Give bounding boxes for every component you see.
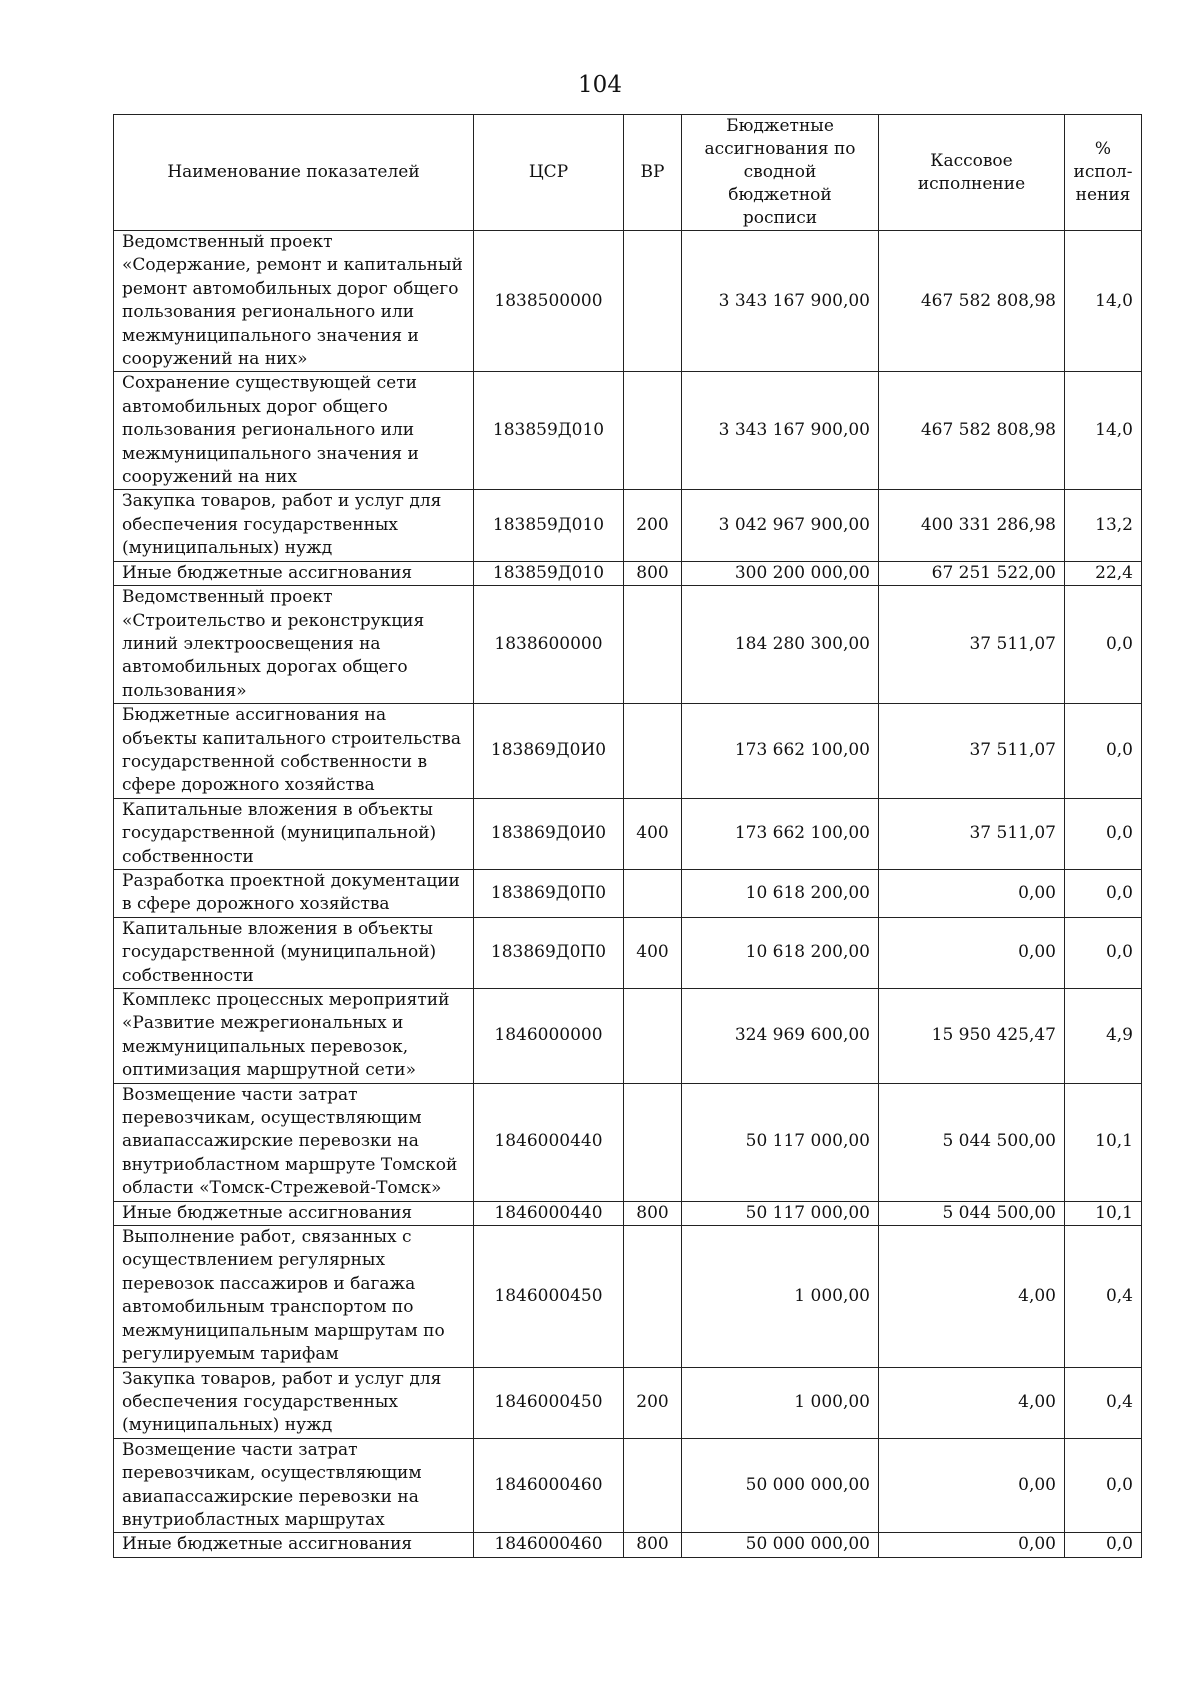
header-vr: ВР — [624, 115, 682, 231]
cell-csr: 1846000450 — [474, 1367, 624, 1438]
table-row — [114, 1083, 1142, 1201]
cell-csr: 1846000450 — [474, 1226, 624, 1367]
cell-exec: 4,00 — [879, 1226, 1065, 1367]
cell-exec: 467 582 808,98 — [879, 231, 1065, 372]
table-row — [114, 917, 1142, 988]
table-row — [114, 490, 1142, 561]
table-body — [114, 231, 1142, 1558]
cell-alloc: 3 042 967 900,00 — [682, 490, 879, 561]
cell-vr: 800 — [624, 561, 682, 585]
cell-csr: 183859Д010 — [474, 490, 624, 561]
cell-pct: 0,4 — [1065, 1226, 1142, 1367]
cell-exec: 467 582 808,98 — [879, 372, 1065, 490]
header-alloc: Бюджетные ассигнования по сводной бюджетной росписи — [682, 115, 879, 231]
cell-name: Закупка товаров, работ и услуг для обеспечения государственных (муниципальных) нужд — [114, 1367, 474, 1438]
cell-vr — [624, 989, 682, 1084]
cell-vr — [624, 704, 682, 799]
cell-vr — [624, 372, 682, 490]
cell-alloc: 173 662 100,00 — [682, 704, 879, 799]
table-header-row — [114, 115, 1142, 231]
cell-csr: 1838500000 — [474, 231, 624, 372]
cell-alloc: 50 000 000,00 — [682, 1533, 879, 1557]
cell-alloc: 324 969 600,00 — [682, 989, 879, 1084]
table-row — [114, 231, 1142, 372]
table-row — [114, 586, 1142, 704]
cell-csr: 1838600000 — [474, 586, 624, 704]
cell-vr — [624, 231, 682, 372]
cell-name: Возмещение части затрат перевозчикам, осуществляющим авиапассажирские перевозки на внутриобластном маршруте Томской области «Томск-Стрежевой-Томск» — [114, 1083, 474, 1201]
table-row — [114, 989, 1142, 1084]
cell-vr: 800 — [624, 1201, 682, 1225]
cell-vr: 800 — [624, 1533, 682, 1557]
cell-exec: 37 511,07 — [879, 704, 1065, 799]
cell-exec: 5 044 500,00 — [879, 1201, 1065, 1225]
cell-vr: 400 — [624, 917, 682, 988]
cell-csr: 1846000440 — [474, 1201, 624, 1225]
budget-table — [113, 114, 1142, 1558]
cell-exec: 4,00 — [879, 1367, 1065, 1438]
cell-name: Капитальные вложения в объекты государственной (муниципальной) собственности — [114, 798, 474, 869]
cell-exec: 0,00 — [879, 1533, 1065, 1557]
table-row — [114, 1367, 1142, 1438]
cell-pct: 0,0 — [1065, 798, 1142, 869]
cell-csr: 183869Д0П0 — [474, 917, 624, 988]
cell-pct: 13,2 — [1065, 490, 1142, 561]
table-row — [114, 1438, 1142, 1533]
cell-name: Выполнение работ, связанных с осуществлением регулярных перевозок пассажиров и багажа автомобильным транспортом по межмуниципальным маршрутам по регулируемым тарифам — [114, 1226, 474, 1367]
cell-csr: 1846000440 — [474, 1083, 624, 1201]
cell-alloc: 10 618 200,00 — [682, 869, 879, 917]
cell-vr — [624, 1083, 682, 1201]
cell-pct: 0,0 — [1065, 1438, 1142, 1533]
cell-pct: 0,0 — [1065, 1533, 1142, 1557]
cell-pct: 0,0 — [1065, 917, 1142, 988]
cell-exec: 0,00 — [879, 1438, 1065, 1533]
cell-csr: 183859Д010 — [474, 561, 624, 585]
cell-name: Иные бюджетные ассигнования — [114, 561, 474, 585]
table-row — [114, 372, 1142, 490]
table-row — [114, 869, 1142, 917]
cell-exec: 37 511,07 — [879, 586, 1065, 704]
cell-name: Сохранение существующей сети автомобильных дорог общего пользования регионального или межмуниципального значения и сооружений на них — [114, 372, 474, 490]
cell-pct: 0,4 — [1065, 1367, 1142, 1438]
cell-alloc: 173 662 100,00 — [682, 798, 879, 869]
table-row — [114, 704, 1142, 799]
cell-pct: 14,0 — [1065, 372, 1142, 490]
cell-name: Бюджетные ассигнования на объекты капитального строительства государственной собственности в сфере дорожного хозяйства — [114, 704, 474, 799]
cell-pct: 22,4 — [1065, 561, 1142, 585]
table-row — [114, 1533, 1142, 1557]
cell-pct: 4,9 — [1065, 989, 1142, 1084]
page-number: 104 — [578, 72, 622, 98]
cell-alloc: 184 280 300,00 — [682, 586, 879, 704]
cell-vr — [624, 1226, 682, 1367]
header-exec: Кассовое исполнение — [879, 115, 1065, 231]
cell-alloc: 10 618 200,00 — [682, 917, 879, 988]
cell-name: Закупка товаров, работ и услуг для обеспечения государственных (муниципальных) нужд — [114, 490, 474, 561]
cell-exec: 0,00 — [879, 869, 1065, 917]
cell-alloc: 50 000 000,00 — [682, 1438, 879, 1533]
cell-csr: 183859Д010 — [474, 372, 624, 490]
cell-name: Иные бюджетные ассигнования — [114, 1533, 474, 1557]
cell-pct: 10,1 — [1065, 1201, 1142, 1225]
cell-name: Капитальные вложения в объекты государственной (муниципальной) собственности — [114, 917, 474, 988]
cell-pct: 14,0 — [1065, 231, 1142, 372]
cell-vr: 200 — [624, 1367, 682, 1438]
cell-vr: 200 — [624, 490, 682, 561]
cell-exec: 0,00 — [879, 917, 1065, 988]
cell-exec: 37 511,07 — [879, 798, 1065, 869]
cell-vr — [624, 586, 682, 704]
cell-alloc: 1 000,00 — [682, 1367, 879, 1438]
table-row — [114, 1226, 1142, 1367]
cell-name: Возмещение части затрат перевозчикам, осуществляющим авиапассажирские перевозки на внутриобластных маршрутах — [114, 1438, 474, 1533]
header-csr: ЦСР — [474, 115, 624, 231]
cell-pct: 0,0 — [1065, 869, 1142, 917]
cell-exec: 67 251 522,00 — [879, 561, 1065, 585]
cell-pct: 0,0 — [1065, 704, 1142, 799]
cell-alloc: 50 117 000,00 — [682, 1201, 879, 1225]
cell-exec: 400 331 286,98 — [879, 490, 1065, 561]
table-row — [114, 561, 1142, 585]
cell-vr — [624, 1438, 682, 1533]
cell-alloc: 50 117 000,00 — [682, 1083, 879, 1201]
cell-exec: 5 044 500,00 — [879, 1083, 1065, 1201]
cell-name: Разработка проектной документации в сфере дорожного хозяйства — [114, 869, 474, 917]
cell-name: Иные бюджетные ассигнования — [114, 1201, 474, 1225]
cell-csr: 1846000000 — [474, 989, 624, 1084]
cell-alloc: 300 200 000,00 — [682, 561, 879, 585]
cell-pct: 10,1 — [1065, 1083, 1142, 1201]
cell-csr: 1846000460 — [474, 1533, 624, 1557]
cell-alloc: 1 000,00 — [682, 1226, 879, 1367]
cell-csr: 183869Д0П0 — [474, 869, 624, 917]
header-name: Наименование показателей — [114, 115, 474, 231]
cell-name: Ведомственный проект «Содержание, ремонт и капитальный ремонт автомобильных дорог общего пользования регионального или межмуниципального значения и сооружений на них» — [114, 231, 474, 372]
cell-name: Комплекс процессных мероприятий «Развитие межрегиональных и межмуниципальных перевозок, оптимизация маршрутной сети» — [114, 989, 474, 1084]
cell-exec: 15 950 425,47 — [879, 989, 1065, 1084]
cell-pct: 0,0 — [1065, 586, 1142, 704]
cell-name: Ведомственный проект «Строительство и реконструкция линий электроосвещения на автомобильных дорогах общего пользования» — [114, 586, 474, 704]
cell-csr: 1846000460 — [474, 1438, 624, 1533]
table-row — [114, 1201, 1142, 1225]
cell-alloc: 3 343 167 900,00 — [682, 231, 879, 372]
header-pct: % испол-нения — [1065, 115, 1142, 231]
cell-vr: 400 — [624, 798, 682, 869]
cell-alloc: 3 343 167 900,00 — [682, 372, 879, 490]
cell-csr: 183869Д0И0 — [474, 798, 624, 869]
cell-vr — [624, 869, 682, 917]
table-row — [114, 798, 1142, 869]
cell-csr: 183869Д0И0 — [474, 704, 624, 799]
